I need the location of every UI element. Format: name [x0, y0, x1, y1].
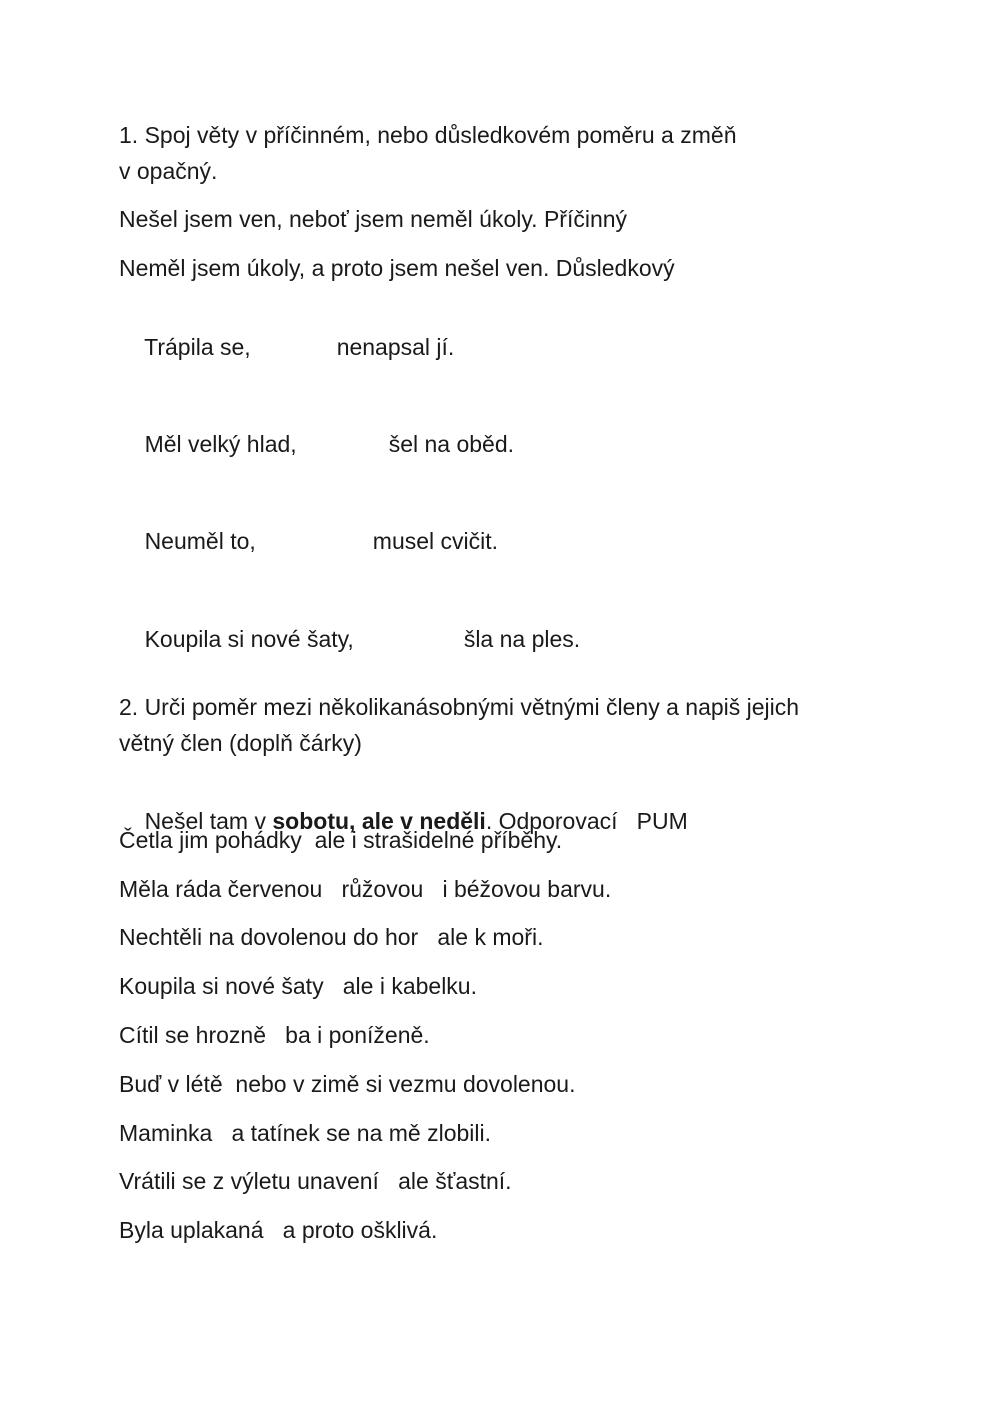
section2-sentence-9: Byla uplakaná a proto ošklivá. — [119, 1217, 438, 1243]
section2-sentence-5: Cítil se hrozně ba i poníženě. — [119, 1022, 430, 1048]
section1-example-consequence: Neměl jsem úkoly, a proto jsem nešel ven. Důsledkový — [119, 255, 675, 281]
task-left-clause: Trápila se, — [144, 334, 251, 360]
section2-sentence-8: Vrátili se z výletu unavení ale šťastní. — [119, 1168, 512, 1194]
task-right-clause: musel cvičit. — [372, 528, 499, 554]
section1-heading-line2: v opačný. — [119, 158, 218, 184]
task-left-clause: Koupila si nové šaty, — [144, 626, 354, 652]
section2-sentence-3: Nechtěli na dovolenou do hor ale k moři. — [119, 924, 544, 950]
task-left-clause: Neuměl to, — [144, 528, 256, 554]
section2-heading-line2: větný člen (doplň čárky) — [119, 730, 362, 756]
section2-sentence-7: Maminka a tatínek se na mě zlobili. — [119, 1120, 491, 1146]
section1-task-3 — [119, 496, 498, 586]
section2-sentence-6: Buď v létě nebo v zimě si vezmu dovolenou. — [119, 1071, 576, 1097]
section1-task-2 — [119, 399, 514, 489]
section2-heading-line1: 2. Urči poměr mezi několikanásobnými větnými členy a napiš jejich — [119, 694, 800, 720]
task-right-clause: šel na oběd. — [388, 431, 515, 457]
task-right-clause: nenapsal jí. — [336, 334, 455, 360]
task-left-clause: Měl velký hlad, — [144, 431, 297, 457]
section2-sentence-2: Měla ráda červenou růžovou i béžovou barvu. — [119, 876, 612, 902]
example-bold-members: sobotu, ale v neděli — [272, 808, 486, 834]
section1-example-causal: Nešel jsem ven, neboť jsem neměl úkoly. Příčinný — [119, 206, 628, 232]
section2-sentence-4: Koupila si nové šaty ale i kabelku. — [119, 973, 477, 999]
task-right-clause: šla na ples. — [463, 626, 581, 652]
section1-task-1 — [119, 302, 454, 392]
section1-heading-line1: 1. Spoj věty v příčinném, nebo důsledkovém poměru a změň — [119, 122, 737, 148]
example-suffix: . Odporovací PUM — [485, 808, 688, 834]
example-prefix: Nešel tam v — [144, 808, 273, 834]
section2-sentence-1: Četla jim pohádky ale i strašidelné příběhy. — [119, 827, 563, 853]
section1-task-4 — [119, 594, 580, 684]
